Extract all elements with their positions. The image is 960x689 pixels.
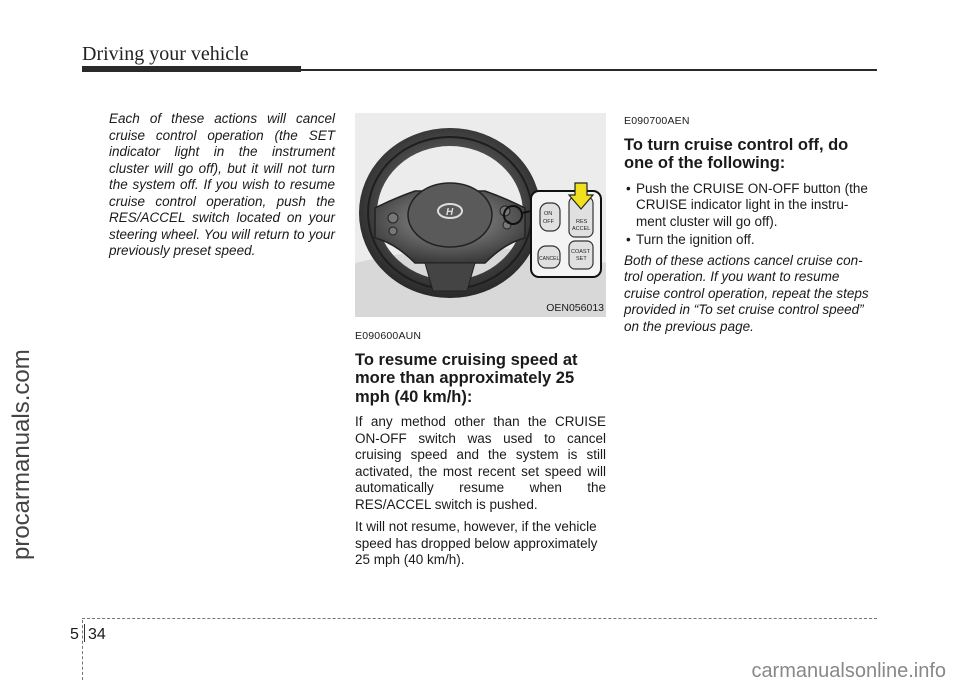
svg-text:ON: ON: [544, 211, 553, 217]
turn-off-note: Both of these actions cancel cruise con-trol operation. If you want to resume cruise control operation, repeat the steps provided in “To set cruise control speed” on the previous page.: [624, 252, 869, 334]
turn-off-heading: To turn cruise control off, do one of the following:: [624, 135, 849, 172]
column-middle: [355, 113, 606, 575]
turn-off-list: [624, 181, 878, 249]
list-item: • Turn the ignition off.: [624, 232, 878, 249]
header-rule-thin: [301, 69, 877, 71]
list-item: • Push the CRUISE ON-OFF button (the CRUISE indicator light in the instru-ment cluster will go off).: [624, 181, 878, 231]
resume-paragraph-1: If any method other than the CRUISE ON-OFF switch was used to cancel cruising speed and the system is still activated, the most recent set speed will automatically resume when the RES/ACCEL switch is pushed.: [355, 414, 606, 512]
page-header-title: Driving your vehicle: [82, 43, 249, 65]
column-right: [624, 113, 878, 341]
svg-text:H: H: [446, 207, 454, 218]
bottom-watermark[interactable]: carmanualsonline.info: [751, 660, 946, 682]
column-left: [109, 111, 335, 266]
footer-dashed-rule: [82, 618, 877, 620]
steering-wheel-figure: [355, 113, 606, 317]
svg-text:ACCEL: ACCEL: [572, 226, 591, 232]
section-code: E090600AUN: [355, 330, 422, 342]
resume-paragraph-2: It will not resume, however, if the vehicle speed has dropped below approximately 25 mph (40 km/h).: [355, 519, 598, 567]
resume-heading: To resume cruising speed at more than approximately 25 mph (40 km/h):: [355, 350, 578, 406]
page-number: 34: [88, 626, 106, 643]
header-rule-thick: [82, 66, 301, 72]
page-number-separator: [84, 624, 85, 642]
steering-wheel-illustration: [355, 113, 606, 317]
svg-text:OFF: OFF: [543, 219, 554, 225]
svg-text:COAST: COAST: [571, 249, 590, 255]
resume-section: [355, 328, 606, 569]
figure-code: OEN056013: [546, 301, 604, 314]
svg-text:SET: SET: [576, 256, 587, 262]
side-watermark[interactable]: procarmanuals.com: [8, 349, 35, 560]
cancel-actions-paragraph: Each of these actions will cancel cruise control operation (the SET indicator light in the instrument cluster will go off), but it will not turn the system off. If you wish to resume cruise control operation, push the RES/ACCEL switch located on your steering wheel. You will return to your previously preset speed.: [109, 111, 335, 258]
svg-text:CANCEL: CANCEL: [539, 256, 560, 262]
section-number: 5: [70, 626, 79, 643]
svg-text:RES: RES: [576, 219, 588, 225]
section-code: E090700AEN: [624, 115, 690, 127]
